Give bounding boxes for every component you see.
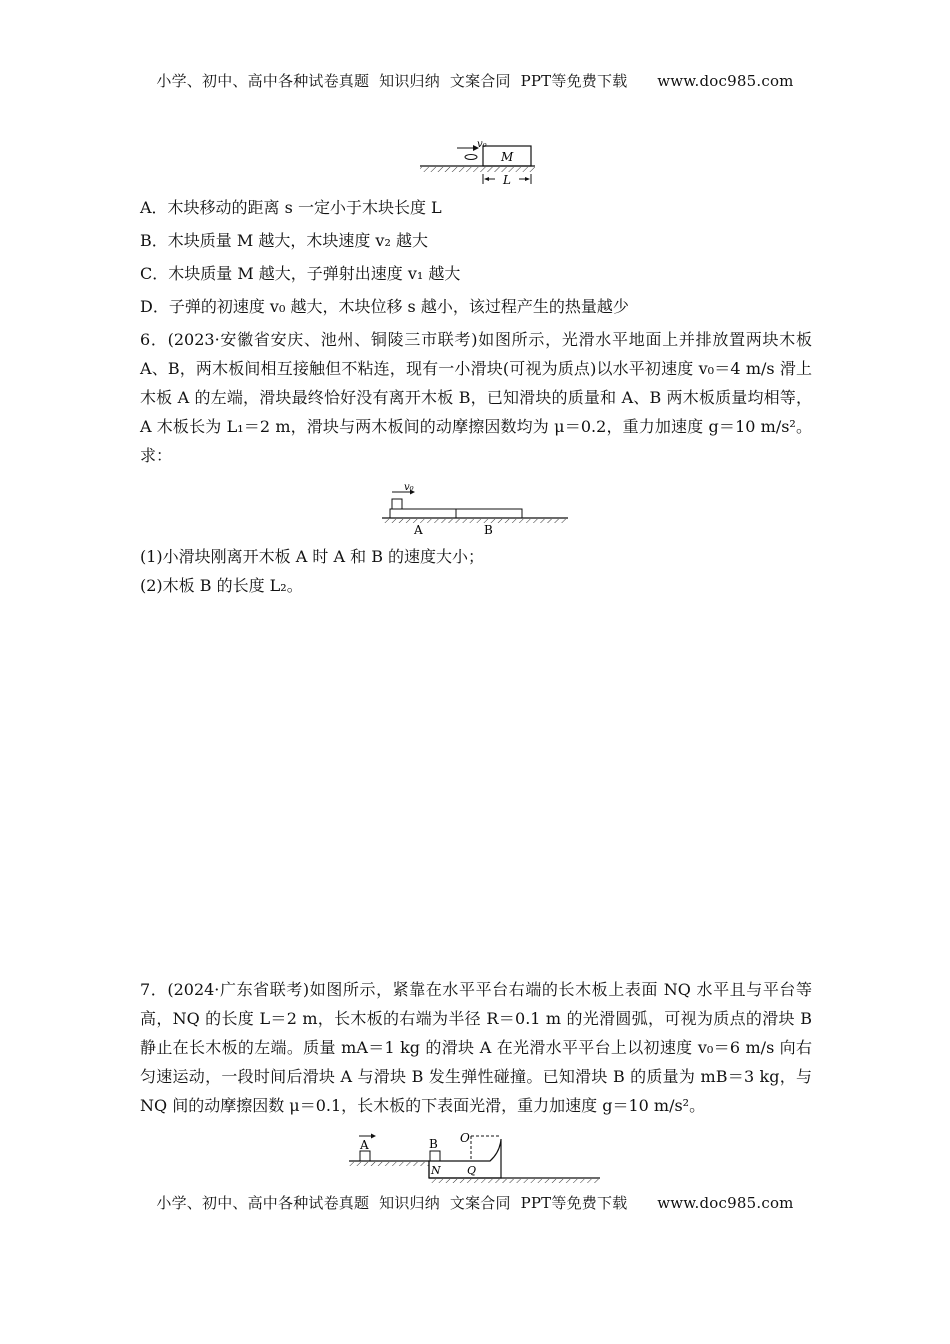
q5-option-c: C．木块质量 M 越大，子弹射出速度 v₁ 越大 <box>140 264 461 283</box>
q5-option-a: A．木块移动的距离 s 一定小于木块长度 L <box>140 198 442 217</box>
label-b: B <box>429 1137 438 1151</box>
board-b <box>456 509 522 518</box>
label-v0: v₀ <box>404 482 414 493</box>
label-n: N <box>431 1164 441 1177</box>
label-l: L <box>503 173 511 187</box>
q6-figure <box>378 480 573 536</box>
label-a: A <box>414 523 423 536</box>
page-header: 小学、初中、高中各种试卷真题 知识归纳 文案合同 PPT等免费下载 www.doc985.com <box>156 72 794 90</box>
q6-stem: 6．(2023·安徽省安庆、池州、铜陵三市联考)如图所示，光滑水平地面上并排放置两块木板A、B，两木板间相互接触但不粘连，现有一小滑块(可视为质点)以水平初速度 v₀＝4 m/s 滑上木板 A 的左端，滑块最终恰好没有离开木板 B，已知滑块的质量和 A、B 两木板质量均相等，A 木板长为 L₁＝2 m，滑块与两木板间的动摩擦因数均为 μ＝0.2，重力加速度 g＝10 m/s²。求： <box>140 330 812 465</box>
page-footer: 小学、初中、高中各种试卷真题 知识归纳 文案合同 PPT等免费下载 www.doc985.com <box>156 1194 794 1212</box>
q5-option-b: B．木块质量 M 越大，木块速度 v₂ 越大 <box>140 231 428 250</box>
board-a <box>390 509 456 518</box>
bullet <box>465 155 477 160</box>
q7-figure <box>345 1128 605 1184</box>
q7-stem: 7．(2024·广东省联考)如图所示，紧靠在水平平台右端的长木板上表面 NQ 水平且与平台等高，NQ 的长度 L＝2 m，长木板的右端为半径 R＝0.1 m 的光滑圆弧，可视为质点的滑块 B 静止在长木板的左端。质量 mA＝1 kg 的滑块 A 在光滑水平平台上以初速度 v₀＝6 m/s 向右匀速运动，一段时间后滑块 A 与滑块 B 发生弹性碰撞。已知滑块 B 的质量为 mB＝3 kg，与 NQ 间的动摩擦因数 μ＝0.1，长木板的下表面光滑，重力加速度 g＝10 m/s²。 <box>140 980 812 1115</box>
label-o: O <box>460 1131 470 1145</box>
q5-option-d: D．子弹的初速度 v₀ 越大，木块位移 s 越小，该过程产生的热量越少 <box>140 297 629 316</box>
label-m: M <box>501 150 514 164</box>
label-a: A <box>360 1138 369 1152</box>
q6-part-1: (1)小滑块刚离开木板 A 时 A 和 B 的速度大小； <box>140 547 485 566</box>
slider-b <box>430 1151 440 1161</box>
q6-part-2: (2)木板 B 的长度 L₂。 <box>140 576 303 595</box>
q5-figure <box>415 138 545 190</box>
label-v0: v₀ <box>477 139 487 150</box>
label-b: B <box>484 523 493 536</box>
label-q: Q <box>467 1164 477 1177</box>
slider-a <box>360 1151 370 1161</box>
slider-block <box>392 499 402 509</box>
